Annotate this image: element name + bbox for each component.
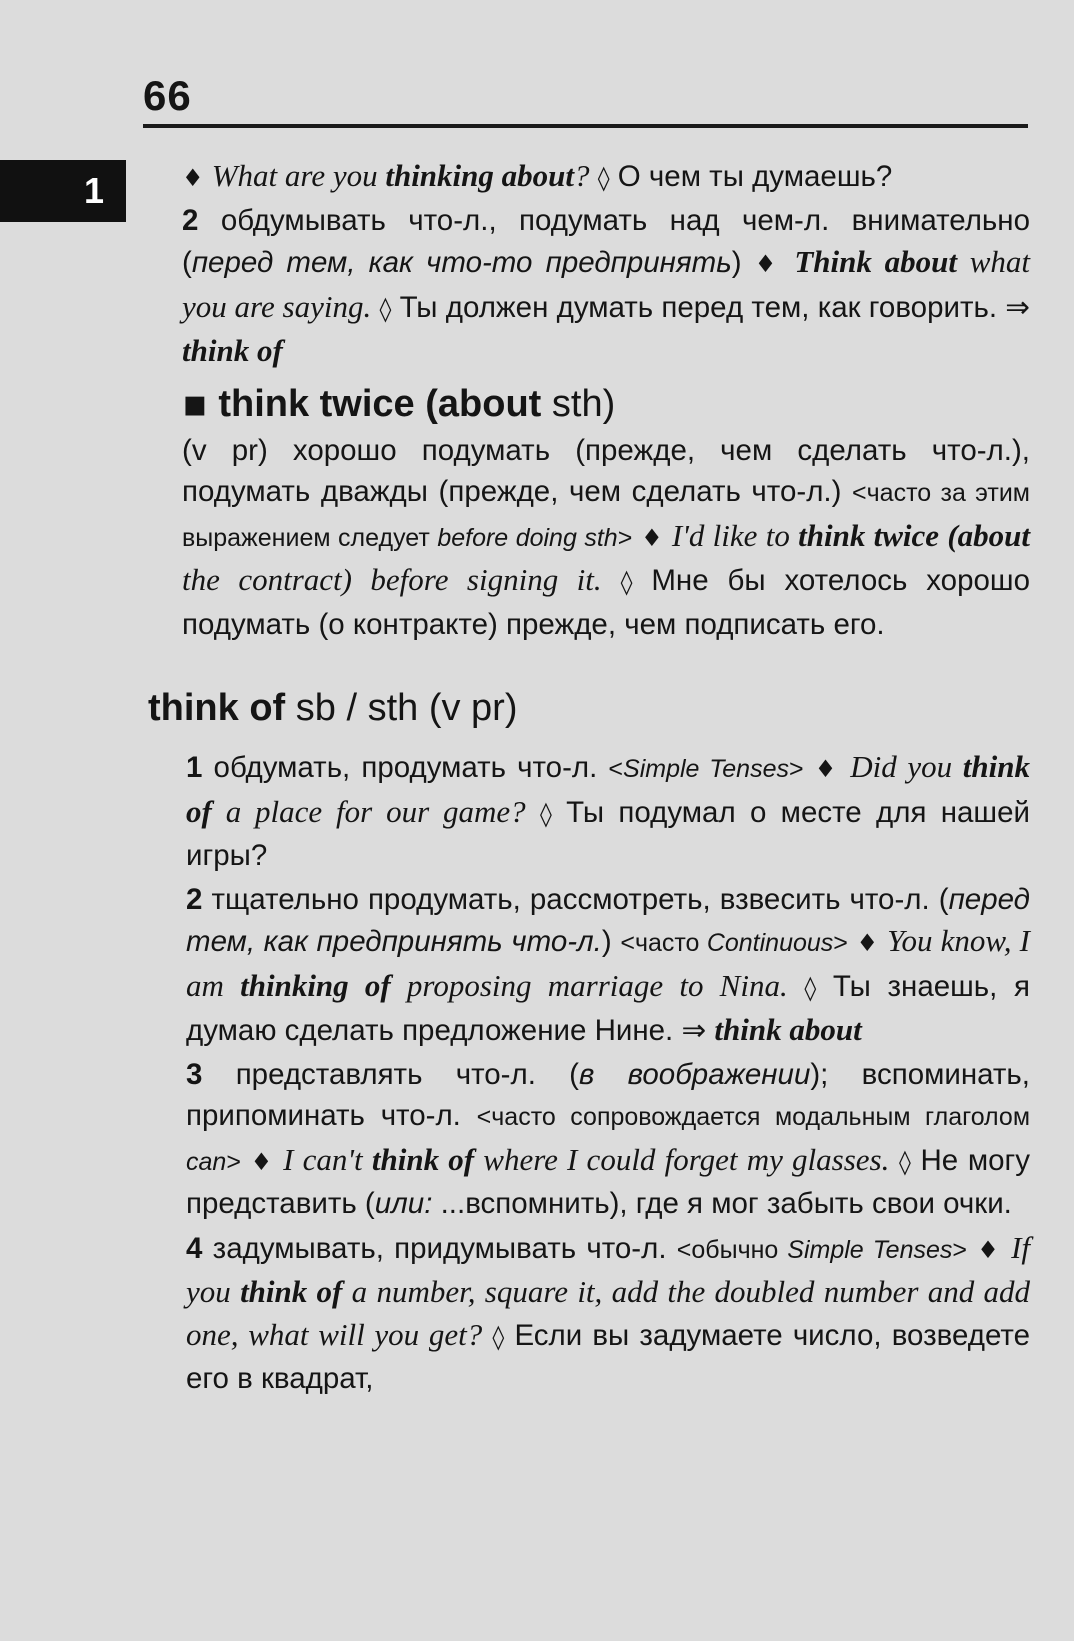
example-en-text: proposing marriage to Nina. [390,967,788,1003]
example-bullet-icon: ♦ [814,755,840,783]
translation-separator-icon: ◊ [898,1147,911,1176]
idiom-phrase-object: sth) [541,382,616,425]
sense-definition: ) [731,246,742,279]
sense-definition-note: перед тем, как что-то предпринять [191,246,732,279]
usage-note-italic: can [186,1147,227,1176]
page-number: 66 [143,72,192,119]
sense-definition: представлять что-л. ( [235,1057,579,1091]
translation-separator-icon: ◊ [620,568,633,596]
section-tab [0,160,126,222]
usage-note-close: > [226,1147,241,1176]
example-en-keyword: think twice (about [798,517,1031,553]
example-en-keyword: think of [371,1141,475,1177]
idiom-phrase: think twice (about [218,382,542,425]
sense-number: 3 [186,1057,203,1091]
example-ru-italic: или: [374,1187,433,1220]
example-bullet-icon: ♦ [977,1235,1001,1264]
usage-note-close: > [617,523,633,552]
translation-separator-icon: ◊ [379,294,392,323]
example-bullet-icon: ♦ [856,929,879,957]
usage-note-close: > [833,929,848,957]
example-en-text: I can't [283,1141,372,1177]
example-en-text: What are you [211,158,386,193]
usage-note-open: < [676,1235,692,1264]
example-ru-text: Не могу представить ( [186,1143,1031,1220]
header-rule [143,124,1028,128]
example-en-keyword: think of [186,749,1031,829]
usage-note-close: > [952,1235,967,1264]
translation-separator-icon: ◊ [492,1322,505,1351]
usage-note [620,929,848,957]
usage-note-italic: Continuous [706,929,834,957]
sense-definition-italic: перед тем, как предпринять что-л. [186,882,1030,958]
example-ru-text: Ты знаешь, я думаю сделать предложение Нине. [186,969,1031,1047]
usage-note-open: < [852,479,867,507]
cross-reference: think of [182,333,283,368]
example-en-text: If you [186,1229,1030,1309]
usage-note-close: > [788,755,804,783]
usage-note [677,1236,967,1264]
example-ru-text: Ты подумал о месте для нашей игры? [186,795,1030,872]
example-en-keyword: thinking about [385,158,575,193]
cross-reference: think about [714,1012,862,1047]
example-bullet-icon: ♦ [182,164,204,192]
idiom-marker-icon: ▪ [182,380,208,425]
example-en-text: a number, square it, add the doubled number and add one, what will you get? [186,1274,1030,1352]
sense-definition-italic: в воображении [578,1057,811,1091]
sense-definition: задумывать, придумывать что-л. [212,1231,677,1265]
example-bullet-icon: ♦ [250,1147,274,1176]
translation-separator-icon: ◊ [804,973,817,1002]
example-en-text: Did you [850,749,963,784]
sense-1 [186,746,1030,877]
example-en-text: the contract) before signing it. [182,562,602,597]
usage-note-text: часто сопровождается модальным глаголом [491,1103,1031,1131]
example-en-keyword: thinking of [240,967,391,1003]
idiom-heading [182,377,1030,430]
headword-grammar: sb / sth (v pr) [285,687,518,729]
sense-number: 1 [186,751,203,784]
sense-number: 2 [186,882,203,916]
headword-phrase: think of [148,687,286,729]
usage-note [608,755,803,783]
example-en-keyword: Think about [794,244,957,279]
example-en-text: where I could forget my glasses. [474,1141,890,1177]
example-ru-text: Ты должен думать перед тем, как говорить. [399,290,998,324]
translation-separator-icon: ◊ [539,799,552,828]
entry-senses [186,746,1030,1400]
cross-reference-arrow-icon: ⇒ [681,1013,707,1047]
sense-definition: ) [601,925,621,958]
usage-note-italic: before doing sth [437,523,618,552]
usage-note-italic: Simple Tenses [787,1235,953,1264]
sense-definition: обдумать, продумать что-л. [213,751,609,784]
example-en-text: a place for our game? [211,793,526,829]
usage-note-text: обычно [691,1235,788,1264]
example-en-keyword: think of [240,1274,343,1309]
section-tab-label: 1 [83,170,104,211]
example-what-are-you-thinking [182,155,1030,200]
usage-note-open: < [620,929,635,957]
example-en-text: I'd like to [671,517,799,553]
sense-number: 2 [182,203,199,237]
usage-note-open: < [608,755,624,783]
example-ru-text: Мне бы хотелось хорошо подумать (о контракте) прежде, чем подписать его. [182,564,1030,641]
sense-definition: ); вспоминать, припоминать что-л. [186,1057,1030,1132]
example-en-text: You know, I am [186,923,1030,1003]
usage-note-open: < [476,1103,492,1131]
sense-3 [186,1054,1030,1225]
sense-definition: обдумывать что-л., подумать над чем-л. внимательно ( [182,203,1031,279]
example-bullet-icon: ♦ [641,523,664,552]
sense-number: 4 [186,1231,203,1265]
sense-2-think-about [182,200,1030,373]
example-ru-text: О чем ты думаешь? [617,160,893,193]
usage-note-text: часто [634,929,707,957]
idiom-definition-text: (v pr) хорошо подумать (прежде, чем сделать что-л.), подумать дважды (прежде, чем сделать что-л.) [182,433,1030,508]
idiom-definition [182,430,1030,646]
sense-definition: тщательно продумать, рассмотреть, взвесить что-л. ( [211,882,949,916]
example-bullet-icon: ♦ [754,250,782,278]
sense-4 [186,1227,1030,1400]
usage-note-italic: Simple Tenses [623,755,789,783]
translation-separator-icon: ◊ [597,164,610,192]
example-ru-text: ...вспомнить), где я мог забыть свои очки. [432,1187,1012,1220]
example-en-text: what you are saying. [182,244,1030,324]
cross-reference-arrow-icon: ⇒ [1005,289,1030,324]
continued-entry [182,155,1030,645]
sense-2 [186,879,1030,1052]
usage-note-text: часто за этим выражением следует [182,479,1030,552]
example-ru-text: Если вы задумаете число, возведете его в квадрат, [186,1318,1030,1395]
example-en-text: ? [574,158,590,193]
entry-headword [148,682,517,734]
